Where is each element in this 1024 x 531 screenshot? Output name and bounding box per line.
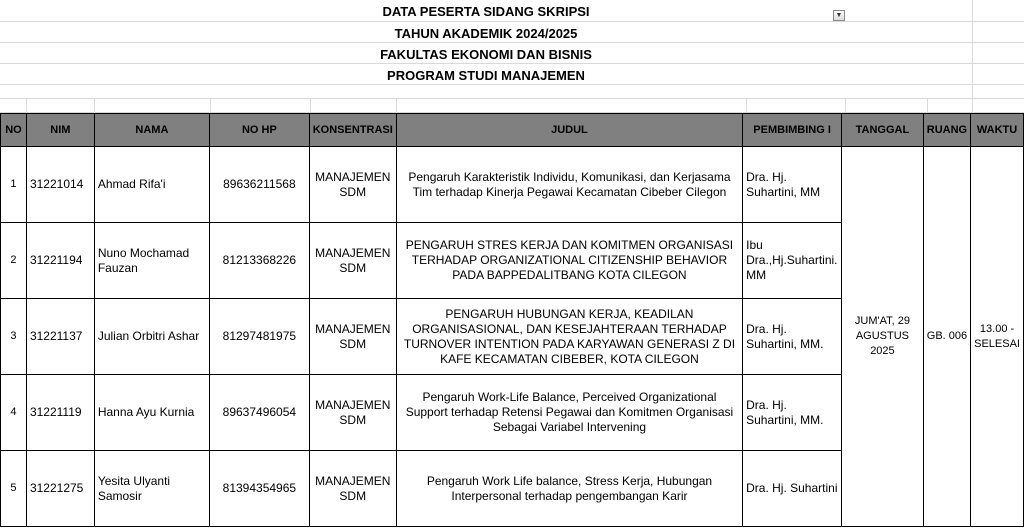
cell-pembimbing[interactable]: Dra. Hj. Suhartini [743,451,842,527]
cell-nim[interactable]: 31221137 [26,299,94,375]
cell-nama[interactable]: Yesita Ulyanti Samosir [94,451,209,527]
cell-nim[interactable]: 31221275 [26,451,94,527]
sheet-subtitle-program: PROGRAM STUDI MANAJEMEN [387,68,585,83]
cell-judul[interactable]: Pengaruh Work Life balance, Stress Kerja, Hubungan Interpersonal terhadap pengembangan Karir [396,451,742,527]
grid-col [845,98,846,113]
cell-no[interactable]: 1 [1,147,27,223]
cell-konsentrasi[interactable]: MANAJEMEN SDM [309,223,396,299]
cell-nama[interactable]: Julian Orbitri Ashar [94,299,209,375]
cell-pembimbing[interactable]: Ibu Dra.,Hj.Suhartini. MM [743,223,842,299]
cell-judul[interactable]: Pengaruh Karakteristik Individu, Komunikasi, dan Kerjasama Tim terhadap Kinerja Pegawai Kecamatan Cibeber Cilegon [396,147,742,223]
header-nama: NAMA [94,114,209,147]
cell-no[interactable]: 2 [1,223,27,299]
cell-konsentrasi[interactable]: MANAJEMEN SDM [309,375,396,451]
chevron-down-icon[interactable]: ▼ [833,10,845,21]
cell-nama[interactable]: Ahmad Rifa'i [94,147,209,223]
cell-nim[interactable]: 31221014 [26,147,94,223]
grid-col [396,98,397,113]
cell-hp[interactable]: 81213368226 [210,223,310,299]
grid-col [26,98,27,113]
cell-hp[interactable]: 89637496054 [210,375,310,451]
header-konsentrasi: KONSENTRASI [309,114,396,147]
cell-hp[interactable]: 81297481975 [210,299,310,375]
table-header-row [1,114,1024,147]
cell-ruang[interactable]: GB. 006 [923,147,970,527]
cell-waktu[interactable]: 13.00 - SELESAI [971,147,1024,527]
cell-konsentrasi[interactable]: MANAJEMEN SDM [309,299,396,375]
cell-tanggal[interactable]: JUM'AT, 29 AGUSTUS 2025 [842,147,924,527]
header-pembimbing: PEMBIMBING I [743,114,842,147]
table-row [1,147,1024,223]
cell-konsentrasi[interactable]: MANAJEMEN SDM [309,147,396,223]
cell-nim[interactable]: 31221194 [26,223,94,299]
cell-nim[interactable]: 31221119 [26,375,94,451]
sheet-subtitle-year: TAHUN AKADEMIK 2024/2025 [394,26,578,41]
grid-col [94,98,95,113]
cell-pembimbing[interactable]: Dra. Hj. Suhartini, MM. [743,299,842,375]
grid-row [0,84,1024,99]
header-judul: JUDUL [396,114,742,147]
cell-hp[interactable]: 89636211568 [210,147,310,223]
cell-no[interactable]: 3 [1,299,27,375]
cell-konsentrasi[interactable]: MANAJEMEN SDM [309,451,396,527]
cell-judul[interactable]: PENGARUH STRES KERJA DAN KOMITMEN ORGANISASI TERHADAP ORGANIZATIONAL CITIZENSHIP BEHAVIOR PADA BAPPEDALITBANG KOTA CILEGON [396,223,742,299]
grid-col [310,98,311,113]
cell-no[interactable]: 5 [1,451,27,527]
cell-pembimbing[interactable]: Dra. Hj. Suhartini, MM. [743,375,842,451]
header-ruang: RUANG [923,114,970,147]
cell-pembimbing[interactable]: Dra. Hj. Suhartini, MM [743,147,842,223]
grid-row [0,98,1024,113]
header-no: NO [1,114,27,147]
grid-col [210,98,211,113]
cell-nama[interactable]: Hanna Ayu Kurnia [94,375,209,451]
cell-no[interactable]: 4 [1,375,27,451]
grid-col [927,98,928,113]
header-tanggal: TANGGAL [842,114,924,147]
cell-hp[interactable]: 81394354965 [210,451,310,527]
cell-nama[interactable]: Nuno Mochamad Fauzan [94,223,209,299]
participants-table [0,113,1024,527]
cell-judul[interactable]: PENGARUH HUBUNGAN KERJA, KEADILAN ORGANISASIONAL, DAN KESEJAHTERAAN TERHADAP TURNOVER INTENTION PADA KARYAWAN GENERASI Z DI KAFE KECAMATAN CIBEBER, KOTA CILEGON [396,299,742,375]
grid-col [972,0,973,113]
cell-judul[interactable]: Pengaruh Work-Life Balance, Perceived Organizational Support terhadap Retensi Pegawai dan Komitmen Organisasi Sebagai Variabel Intervening [396,375,742,451]
sheet-subtitle-faculty: FAKULTAS EKONOMI DAN BISNIS [380,47,592,62]
header-nim: NIM [26,114,94,147]
header-hp: NO HP [210,114,310,147]
header-waktu: WAKTU [971,114,1024,147]
sheet-title: DATA PESERTA SIDANG SKRIPSI [382,4,590,19]
grid-col [746,98,747,113]
